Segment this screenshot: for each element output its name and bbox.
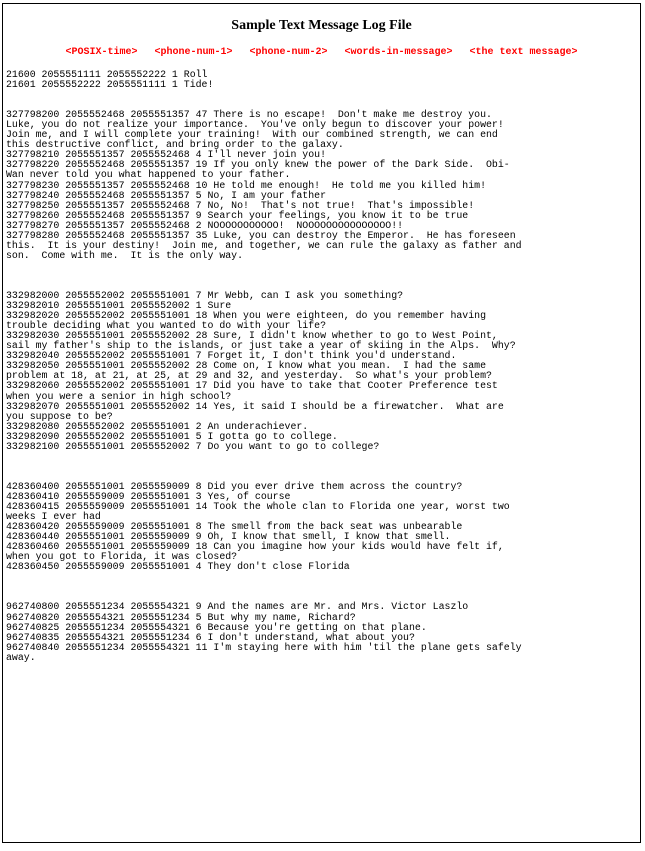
blank-line	[6, 261, 640, 271]
log-line: 327798200 2055552468 2055551357 47 There is no escape! Don't make me destroy you.	[6, 109, 492, 121]
log-line: 428360415 2055559009 2055551001 14 Took the whole clan to Florida one year, worst two	[6, 501, 510, 513]
log-line: son. Come with me. It is the only way.	[6, 249, 244, 261]
log-line: away.	[6, 651, 36, 663]
log-line: this. It is your destiny! Join me, and together, we can rule the galaxy as father and	[6, 239, 522, 251]
log-line: 327798210 2055551357 2055552468 4 I'll never join you!	[6, 149, 327, 161]
log-line: 327798250 2055551357 2055552468 7 No, No! That's not true! That's impossible!	[6, 199, 475, 211]
log-line: 332982000 2055552002 2055551001 7 Mr Webb, can I ask you something?	[6, 290, 404, 302]
log-line: sail my father's ship to the islands, or just take a year of skiing in the Alps. Why?	[6, 340, 516, 352]
document-title: Sample Text Message Log File	[231, 18, 412, 33]
log-line: 332982090 2055552002 2055551001 5 I gotta go to college.	[6, 430, 338, 442]
log-line: 332982010 2055551001 2055552002 1 Sure	[6, 300, 232, 312]
blank-line	[6, 572, 640, 582]
blank-line	[6, 90, 640, 100]
log-line: 428360440 2055551001 2055559009 9 Oh, I know that smell, I know that smell.	[6, 531, 451, 543]
log-line: 327798260 2055552468 2055551357 9 Search your feelings, you know it to be true	[6, 209, 469, 221]
log-line: 21600 2055551111 2055552222 1 Roll	[6, 69, 208, 80]
log-line: 332982080 2055552002 2055551001 2 An underachiever.	[6, 420, 309, 432]
log-line: when you were a senior in high school?	[6, 390, 232, 402]
log-line: this destructive conflict, and bring order to the galaxy.	[6, 139, 344, 151]
blank-line	[6, 452, 640, 462]
log-line: 332982020 2055552002 2055551001 18 When you were eighteen, do you remember having	[6, 310, 487, 322]
log-line: 327798230 2055551357 2055552468 10 He told me enough! He told me you killed him!	[6, 179, 487, 191]
log-line: 327798280 2055552468 2055551357 35 Luke, you can destroy the Emperor. He has foreseen	[6, 229, 516, 241]
column-header-row	[3, 47, 640, 58]
header-posix-time: <POSIX-time>	[65, 47, 138, 58]
log-line: Join me, and I will complete your training! With our combined strength, we can end	[6, 129, 498, 141]
blank-line	[6, 462, 640, 472]
log-line: 332982040 2055552002 2055551001 7 Forget it, I don't think you'd understand.	[6, 350, 457, 362]
document-page	[2, 3, 641, 843]
log-line: 428360400 2055551001 2055559009 8 Did you ever drive them across the country?	[6, 480, 463, 492]
blank-line	[6, 271, 640, 281]
log-line: weeks I ever had	[6, 511, 101, 523]
log-line: 332982070 2055551001 2055552002 14 Yes, it said I should be a firewatcher. What are	[6, 400, 504, 412]
log-line: 428360450 2055559009 2055551001 4 They don't close Florida	[6, 561, 350, 573]
log-line: 332982030 2055551001 2055552002 28 Sure, I didn't know whether to go to West Point,	[6, 330, 498, 342]
log-line: 327798240 2055552468 2055551357 5 No, I am your father	[6, 189, 327, 201]
log-line: Wan never told you what happened to your father.	[6, 169, 291, 181]
log-line: you suppose to be?	[6, 410, 113, 422]
log-line: problem at 18, at 21, at 25, at 29 and 32, and yesterday. So what's your problem?	[6, 370, 492, 382]
log-line: trouble deciding what you wanted to do with your life?	[6, 320, 327, 332]
header-phone-num-1: <phone-num-1>	[154, 47, 233, 58]
blank-line	[6, 582, 640, 592]
header-text-message: <the text message>	[469, 47, 578, 58]
log-line: 428360410 2055559009 2055551001 3 Yes, of course	[6, 490, 291, 502]
log-line: 962740840 2055551234 2055554321 11 I'm staying here with him 'til the plane gets safely	[6, 641, 522, 653]
log-line: 428360460 2055551001 2055559009 18 Can you imagine how your kids would have felt if,	[6, 541, 504, 553]
log-line: 962740820 2055554321 2055551234 5 But why my name, Richard?	[6, 611, 356, 623]
message-log	[6, 70, 640, 663]
log-line: 962740835 2055554321 2055551234 6 I don't understand, what about you?	[6, 631, 415, 643]
log-line: 332982100 2055551001 2055552002 7 Do you want to go to college?	[6, 440, 380, 452]
header-words-in-message: <words-in-message>	[344, 47, 453, 58]
log-line: 962740800 2055551234 2055554321 9 And the names are Mr. and Mrs. Victor Laszlo	[6, 601, 469, 613]
log-line: when you got to Florida, it was closed?	[6, 551, 238, 563]
log-line: 428360420 2055559009 2055551001 8 The smell from the back seat was unbearable	[6, 521, 463, 533]
log-line: 327798220 2055552468 2055551357 19 If you only knew the power of the Dark Side. Obi-	[6, 159, 510, 171]
log-line: 327798270 2055551357 2055552468 2 NOOOOOOOOOOO! NOOOOOOOOOOOOOOO!!	[6, 219, 404, 231]
log-line: 332982060 2055552002 2055551001 17 Did you have to take that Cooter Preference test	[6, 380, 498, 392]
header-phone-num-2: <phone-num-2>	[249, 47, 328, 58]
log-line: Luke, you do not realize your importance. You've only begun to discover your power!	[6, 119, 504, 131]
log-line: 21601 2055552222 2055551111 1 Tide!	[6, 79, 214, 91]
log-line: 962740825 2055551234 2055554321 6 Because you're getting on that plane.	[6, 621, 427, 633]
log-line: 332982050 2055551001 2055552002 28 Come on, I know what you mean. I had the same	[6, 360, 487, 372]
